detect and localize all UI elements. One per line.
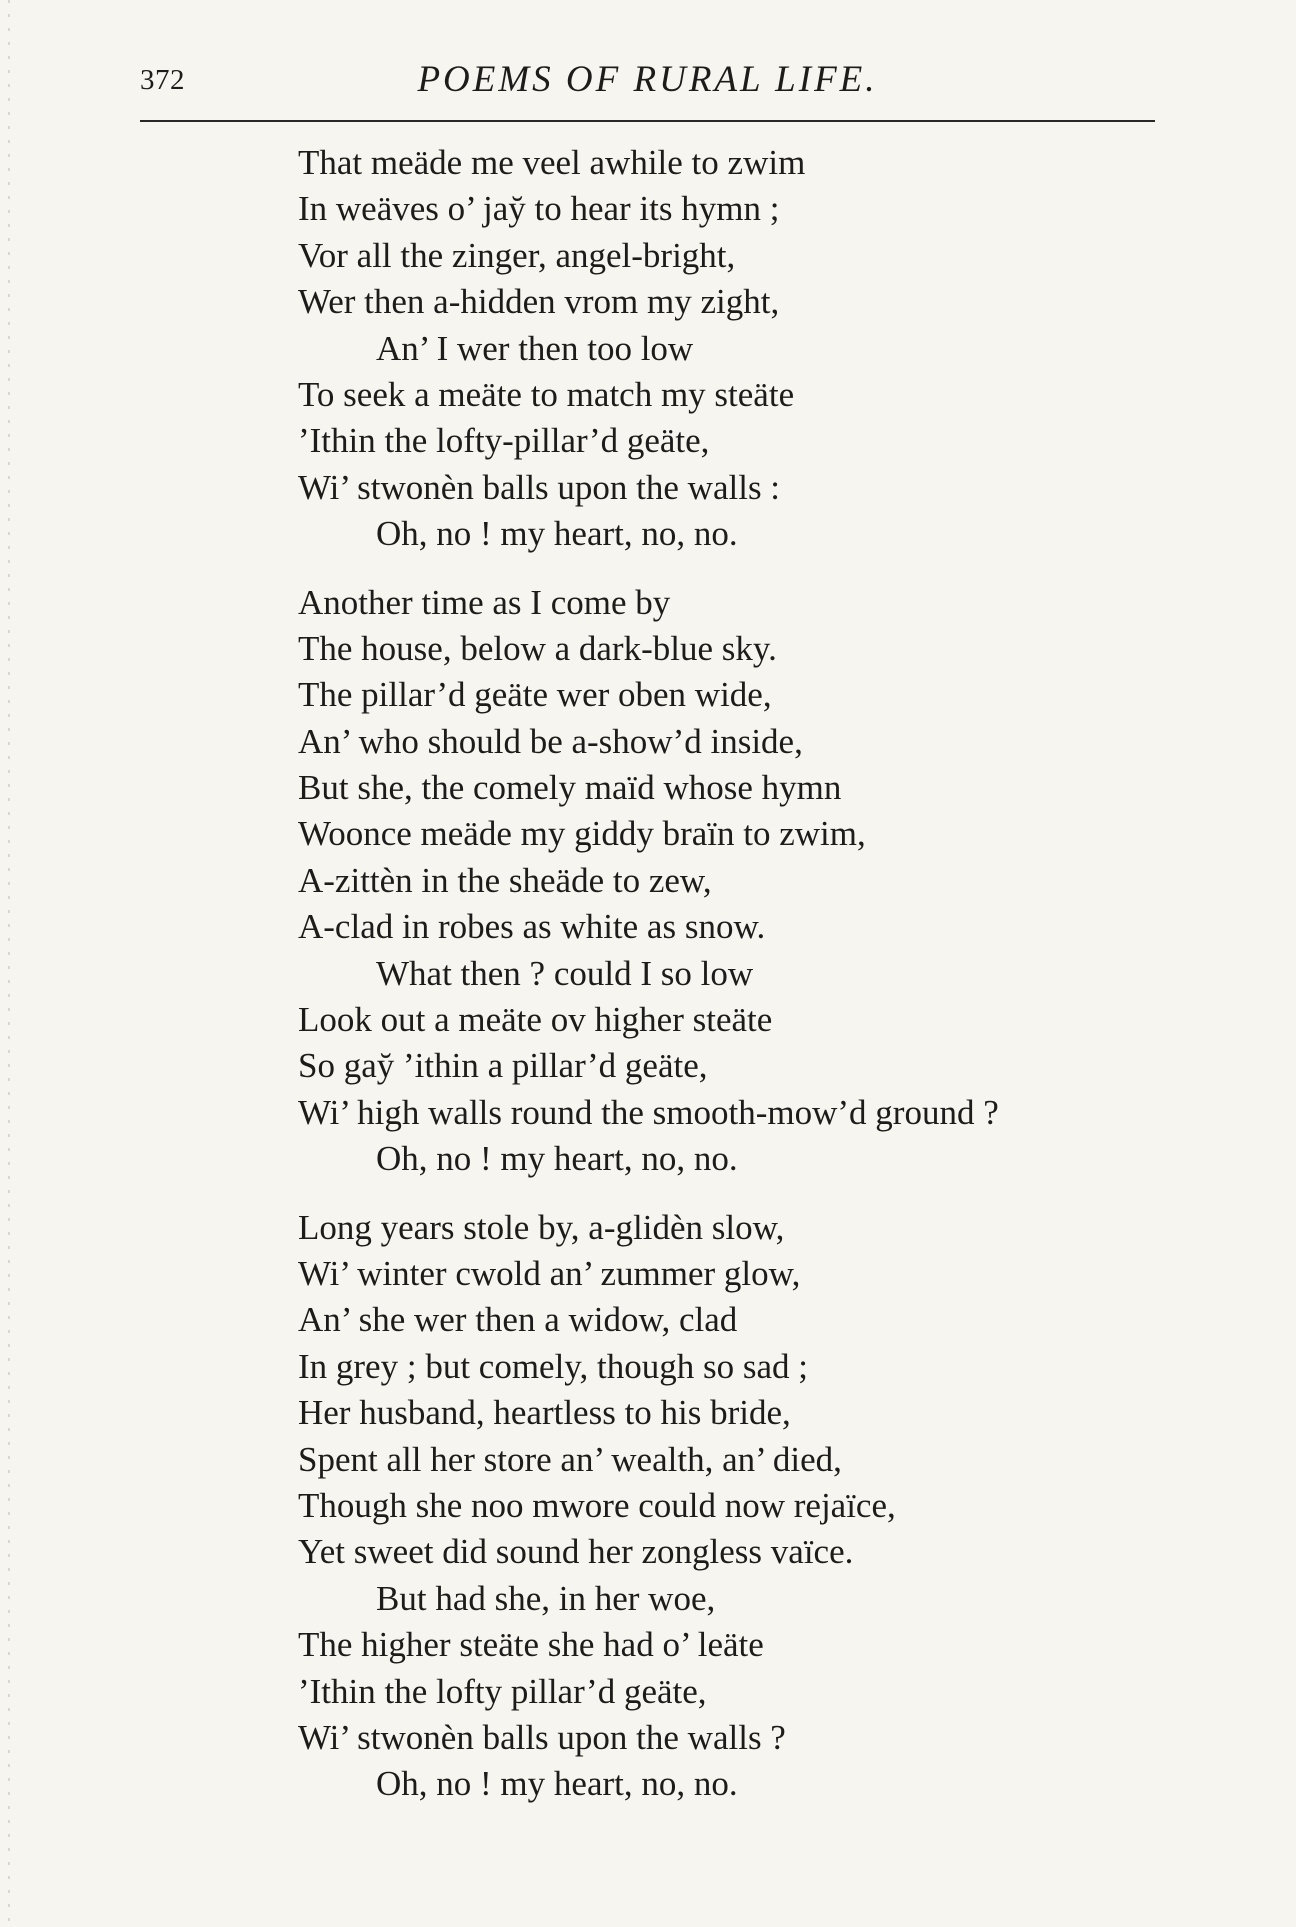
running-title: POEMS OF RURAL LIFE. xyxy=(417,59,878,100)
poem-body xyxy=(298,140,1198,1808)
poem-line: But had she, in her woe, xyxy=(376,1578,716,1618)
poem-line: Woonce meäde my giddy braïn to zwim, xyxy=(298,814,866,854)
poem-line: Wi’ high walls round the smooth-mow’d ground ? xyxy=(298,1092,999,1132)
header-rule xyxy=(140,120,1155,122)
poem-line: Wi’ winter cwold an’ zummer glow, xyxy=(298,1253,801,1293)
poem-line: A-clad in robes as white as snow. xyxy=(298,907,766,947)
poem-line: That meäde me veel awhile to zwim xyxy=(298,143,806,182)
poem-line: Wer then a-hidden vrom my zight, xyxy=(298,282,780,322)
stanza xyxy=(298,1205,1198,1808)
poem-line: In weäves o’ jay̆ to hear its hymn ; xyxy=(298,189,780,229)
poem-line: The house, below a dark-blue sky. xyxy=(298,628,777,668)
poem-line: Vor all the zinger, angel-bright, xyxy=(298,235,736,275)
poem-line: An’ I wer then too low xyxy=(376,328,694,368)
poem-line: A-zittèn in the sheäde to zew, xyxy=(298,860,712,900)
poem-line: Look out a meäte ov higher steäte xyxy=(298,1000,773,1040)
poem-line: Spent all her store an’ wealth, an’ died, xyxy=(298,1439,842,1479)
poem-line: Oh, no ! my heart, no, no. xyxy=(376,1139,738,1179)
poem-line: In grey ; but comely, though so sad ; xyxy=(298,1346,809,1386)
poem-line: An’ she wer then a widow, clad xyxy=(298,1300,738,1340)
poem-line: Wi’ stwonèn balls upon the walls ? xyxy=(298,1717,786,1757)
poem-line: The higher steäte she had o’ leäte xyxy=(298,1625,764,1665)
poem-line: What then ? could I so low xyxy=(376,953,754,993)
page-number: 372 xyxy=(140,64,185,96)
stanza xyxy=(298,580,1198,1183)
poem-line: Another time as I come by xyxy=(298,582,671,622)
poem-line: But she, the comely maïd whose hymn xyxy=(298,768,842,808)
poem-line: To seek a meäte to match my steäte xyxy=(298,374,795,414)
poem-line: Oh, no ! my heart, no, no. xyxy=(376,514,738,554)
poem-line: ’Ithin the lofty-pillar’d geäte, xyxy=(298,421,710,461)
poem-line: Oh, no ! my heart, no, no. xyxy=(376,1764,738,1804)
poem-line: Wi’ stwonèn balls upon the walls : xyxy=(298,467,781,507)
poem-line: Her husband, heartless to his bride, xyxy=(298,1393,791,1433)
poem-line: ’Ithin the lofty pillar’d geäte, xyxy=(298,1671,707,1711)
poem-line: Though she noo mwore could now rejaïce, xyxy=(298,1485,896,1525)
poem-line: Yet sweet did sound her zongless vaïce. xyxy=(298,1532,854,1572)
poem-line: So gay̆ ’ithin a pillar’d geäte, xyxy=(298,1046,708,1086)
poem-line: An’ who should be a-show’d inside, xyxy=(298,721,803,761)
margin-artifact xyxy=(8,0,10,1927)
poem-line: The pillar’d geäte wer oben wide, xyxy=(298,675,772,715)
stanza xyxy=(298,140,1198,558)
poem-line: Long years stole by, a-glidèn slow, xyxy=(298,1207,785,1247)
page-header xyxy=(140,58,1155,108)
